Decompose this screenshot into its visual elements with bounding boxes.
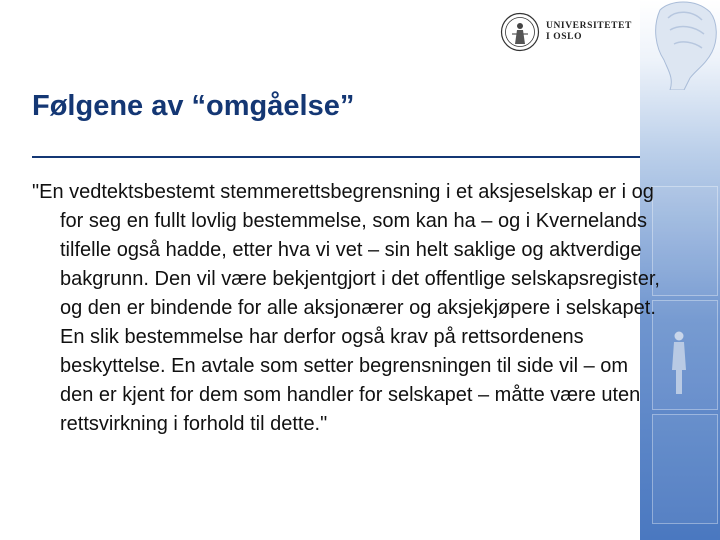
slide-body-quote: "En vedtektsbestemt stemmerettsbegrensning i et aksjeselskap er i og for seg en fullt lovlig bestemmelse, som kan ha – og i Kvernelands tilfelle også hadde, etter hva vi vet – sin helt saklige og aktverdige bakgrunn. Den vil være bekjentgjort i det offentlige selskapsregister, og den er bindende for alle aksjonærer og aksjekjøpere i selskapet. En slik bestemmelse har derfor også krav på rettsordenens beskyttelse. En avtale som setter begrensningen til side vil – om den er kjent for dem som handler for selskapet – måtte være uten rettsvirkning i forhold til dette."	[32, 181, 660, 435]
logo-wordmark	[546, 21, 632, 43]
title-divider	[32, 156, 640, 158]
slide-title: Følgene av “omgåelse”	[32, 90, 355, 122]
logo-line-2: I OSLO	[546, 32, 583, 42]
university-logo	[500, 10, 638, 54]
standing-figure-icon	[670, 330, 688, 396]
window-pane	[652, 414, 718, 524]
statue-head-icon	[640, 0, 720, 90]
university-seal-icon	[500, 12, 540, 52]
logo-line-1: UNIVERSITETET	[546, 21, 632, 31]
window-pane	[652, 186, 718, 296]
